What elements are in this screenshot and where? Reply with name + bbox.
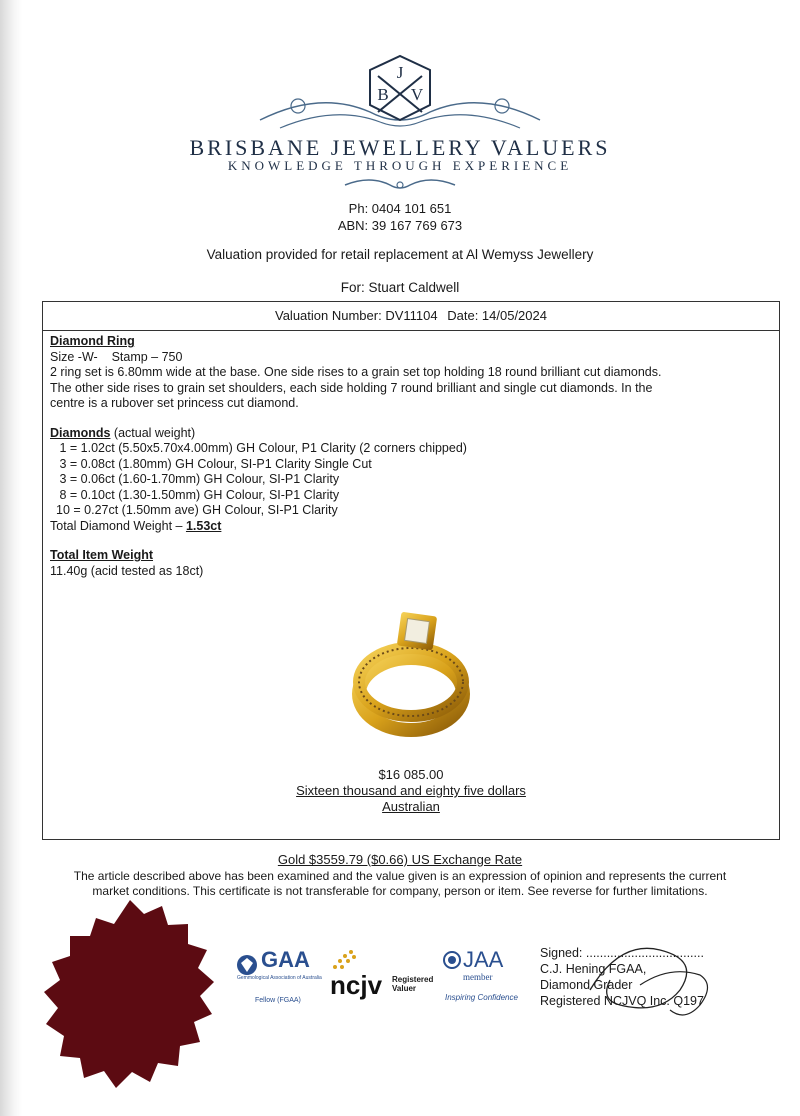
jaa-member-label: member <box>463 972 493 982</box>
diamond-line: 8 = 0.10ct (1.30-1.50mm) GH Colour, SI-P1 Clarity <box>56 487 340 502</box>
company-phone: Ph: 0404 101 651 <box>348 201 452 216</box>
signature-block <box>540 945 704 1009</box>
valuation-date: Date: 14/05/2024 <box>447 308 547 323</box>
valuation-client: For: Stuart Caldwell <box>340 280 460 295</box>
item-description-line: 2 ring set is 6.80mm wide at the base. One side rises to a grain set top holding 18 round brilliant cut diamonds. <box>50 365 662 379</box>
price-block <box>43 767 779 815</box>
valuation-number: Valuation Number: DV11104 <box>275 308 438 323</box>
gold-exchange-rate: Gold $3559.79 ($0.66) US Exchange Rate <box>277 852 523 867</box>
monogram-letter-j: J <box>396 63 404 82</box>
monogram-crest-icon <box>240 50 560 140</box>
diamond-line: 1 = 1.02ct (5.50x5.70x4.00mm) GH Colour, P1 Clarity (2 corners chipped) <box>56 441 467 455</box>
ncjv-valuer-label: Valuer <box>392 984 417 993</box>
price-in-words: Sixteen thousand and eighty five dollars <box>296 783 526 798</box>
diamonds-heading-row <box>50 426 772 442</box>
signer-registration: Registered NCJVQ Inc. Q197 <box>540 994 704 1008</box>
total-diamond-weight-label: Total Diamond Weight – <box>50 518 186 533</box>
valuation-purpose: Valuation provided for retail replacement at Al Wemyss Jewellery <box>206 247 594 262</box>
company-abn: ABN: 39 167 769 673 <box>337 218 463 233</box>
ring-photo <box>343 602 473 742</box>
ncjv-registered-valuer <box>392 975 433 993</box>
jaa-tagline: Inspiring Confidence <box>445 993 518 1002</box>
diamonds-heading: Diamonds <box>50 425 111 440</box>
diamond-line: 3 = 0.06ct (1.60-1.70mm) GH Colour, SI-P1 Clarity <box>56 472 340 486</box>
signer-role: Diamond Grader <box>540 978 633 992</box>
disclaimer-text: The article described above has been examined and the value given is an expression of opinion and represents the current market conditions. This certificate is not transferable for company, person or item. See reverse for further limitations. <box>73 869 727 898</box>
jaa-logo-text: JAA <box>463 947 504 972</box>
gaa-logo-text: GAA <box>261 947 310 972</box>
total-diamond-weight-value: 1.53ct <box>185 518 222 533</box>
item-description-line: centre is a rubover set princess cut diamond. <box>50 396 299 410</box>
ncjv-logo-text: ncjv <box>330 970 383 1000</box>
company-logo <box>0 50 800 140</box>
item-details <box>50 334 772 579</box>
item-description-line: The other side rises to grain set shoulders, each side holding 7 round brilliant and single cut diamonds. In the <box>50 380 653 395</box>
diamond-line: 3 = 0.08ct (1.80mm) GH Colour, SI-P1 Clarity Single Cut <box>56 456 372 471</box>
ncjv-registered-label: Registered <box>392 975 434 984</box>
monogram-letter-b: B <box>377 85 389 104</box>
red-seal-icon <box>40 900 220 1116</box>
membership-logos <box>235 945 525 1035</box>
item-title: Diamond Ring <box>50 334 135 348</box>
decorative-flourish-icon <box>340 175 460 195</box>
total-diamond-weight <box>50 519 772 535</box>
price-currency: Australian <box>382 799 440 814</box>
company-name: BRISBANE JEWELLERY VALUERS <box>189 135 611 160</box>
diamonds-heading-note: (actual weight) <box>110 425 196 440</box>
valuation-header <box>43 302 779 331</box>
gaa-logo-subtitle: Gemmological Association of Australia <box>237 975 322 981</box>
item-size-stamp: Size -W- Stamp – 750 <box>50 349 183 364</box>
gaa-gem-icon <box>235 953 259 977</box>
signer-name: C.J. Hening FGAA, <box>540 962 647 976</box>
gaa-fellow-label: Fellow (FGAA) <box>255 997 301 1004</box>
monogram-letter-v: V <box>410 85 424 104</box>
total-weight-value: 11.40g (acid tested as 18ct) <box>50 563 204 578</box>
price-amount: $16 085.00 <box>378 767 444 782</box>
total-weight-heading: Total Item Weight <box>50 548 154 562</box>
company-tagline: KNOWLEDGE THROUGH EXPERIENCE <box>227 158 573 173</box>
valuation-box <box>42 301 780 840</box>
jaa-globe-icon <box>443 951 461 969</box>
diamond-line: 10 = 0.27ct (1.50mm ave) GH Colour, SI-P1 Clarity <box>56 503 338 517</box>
signed-line: Signed: .................................. <box>540 946 704 960</box>
